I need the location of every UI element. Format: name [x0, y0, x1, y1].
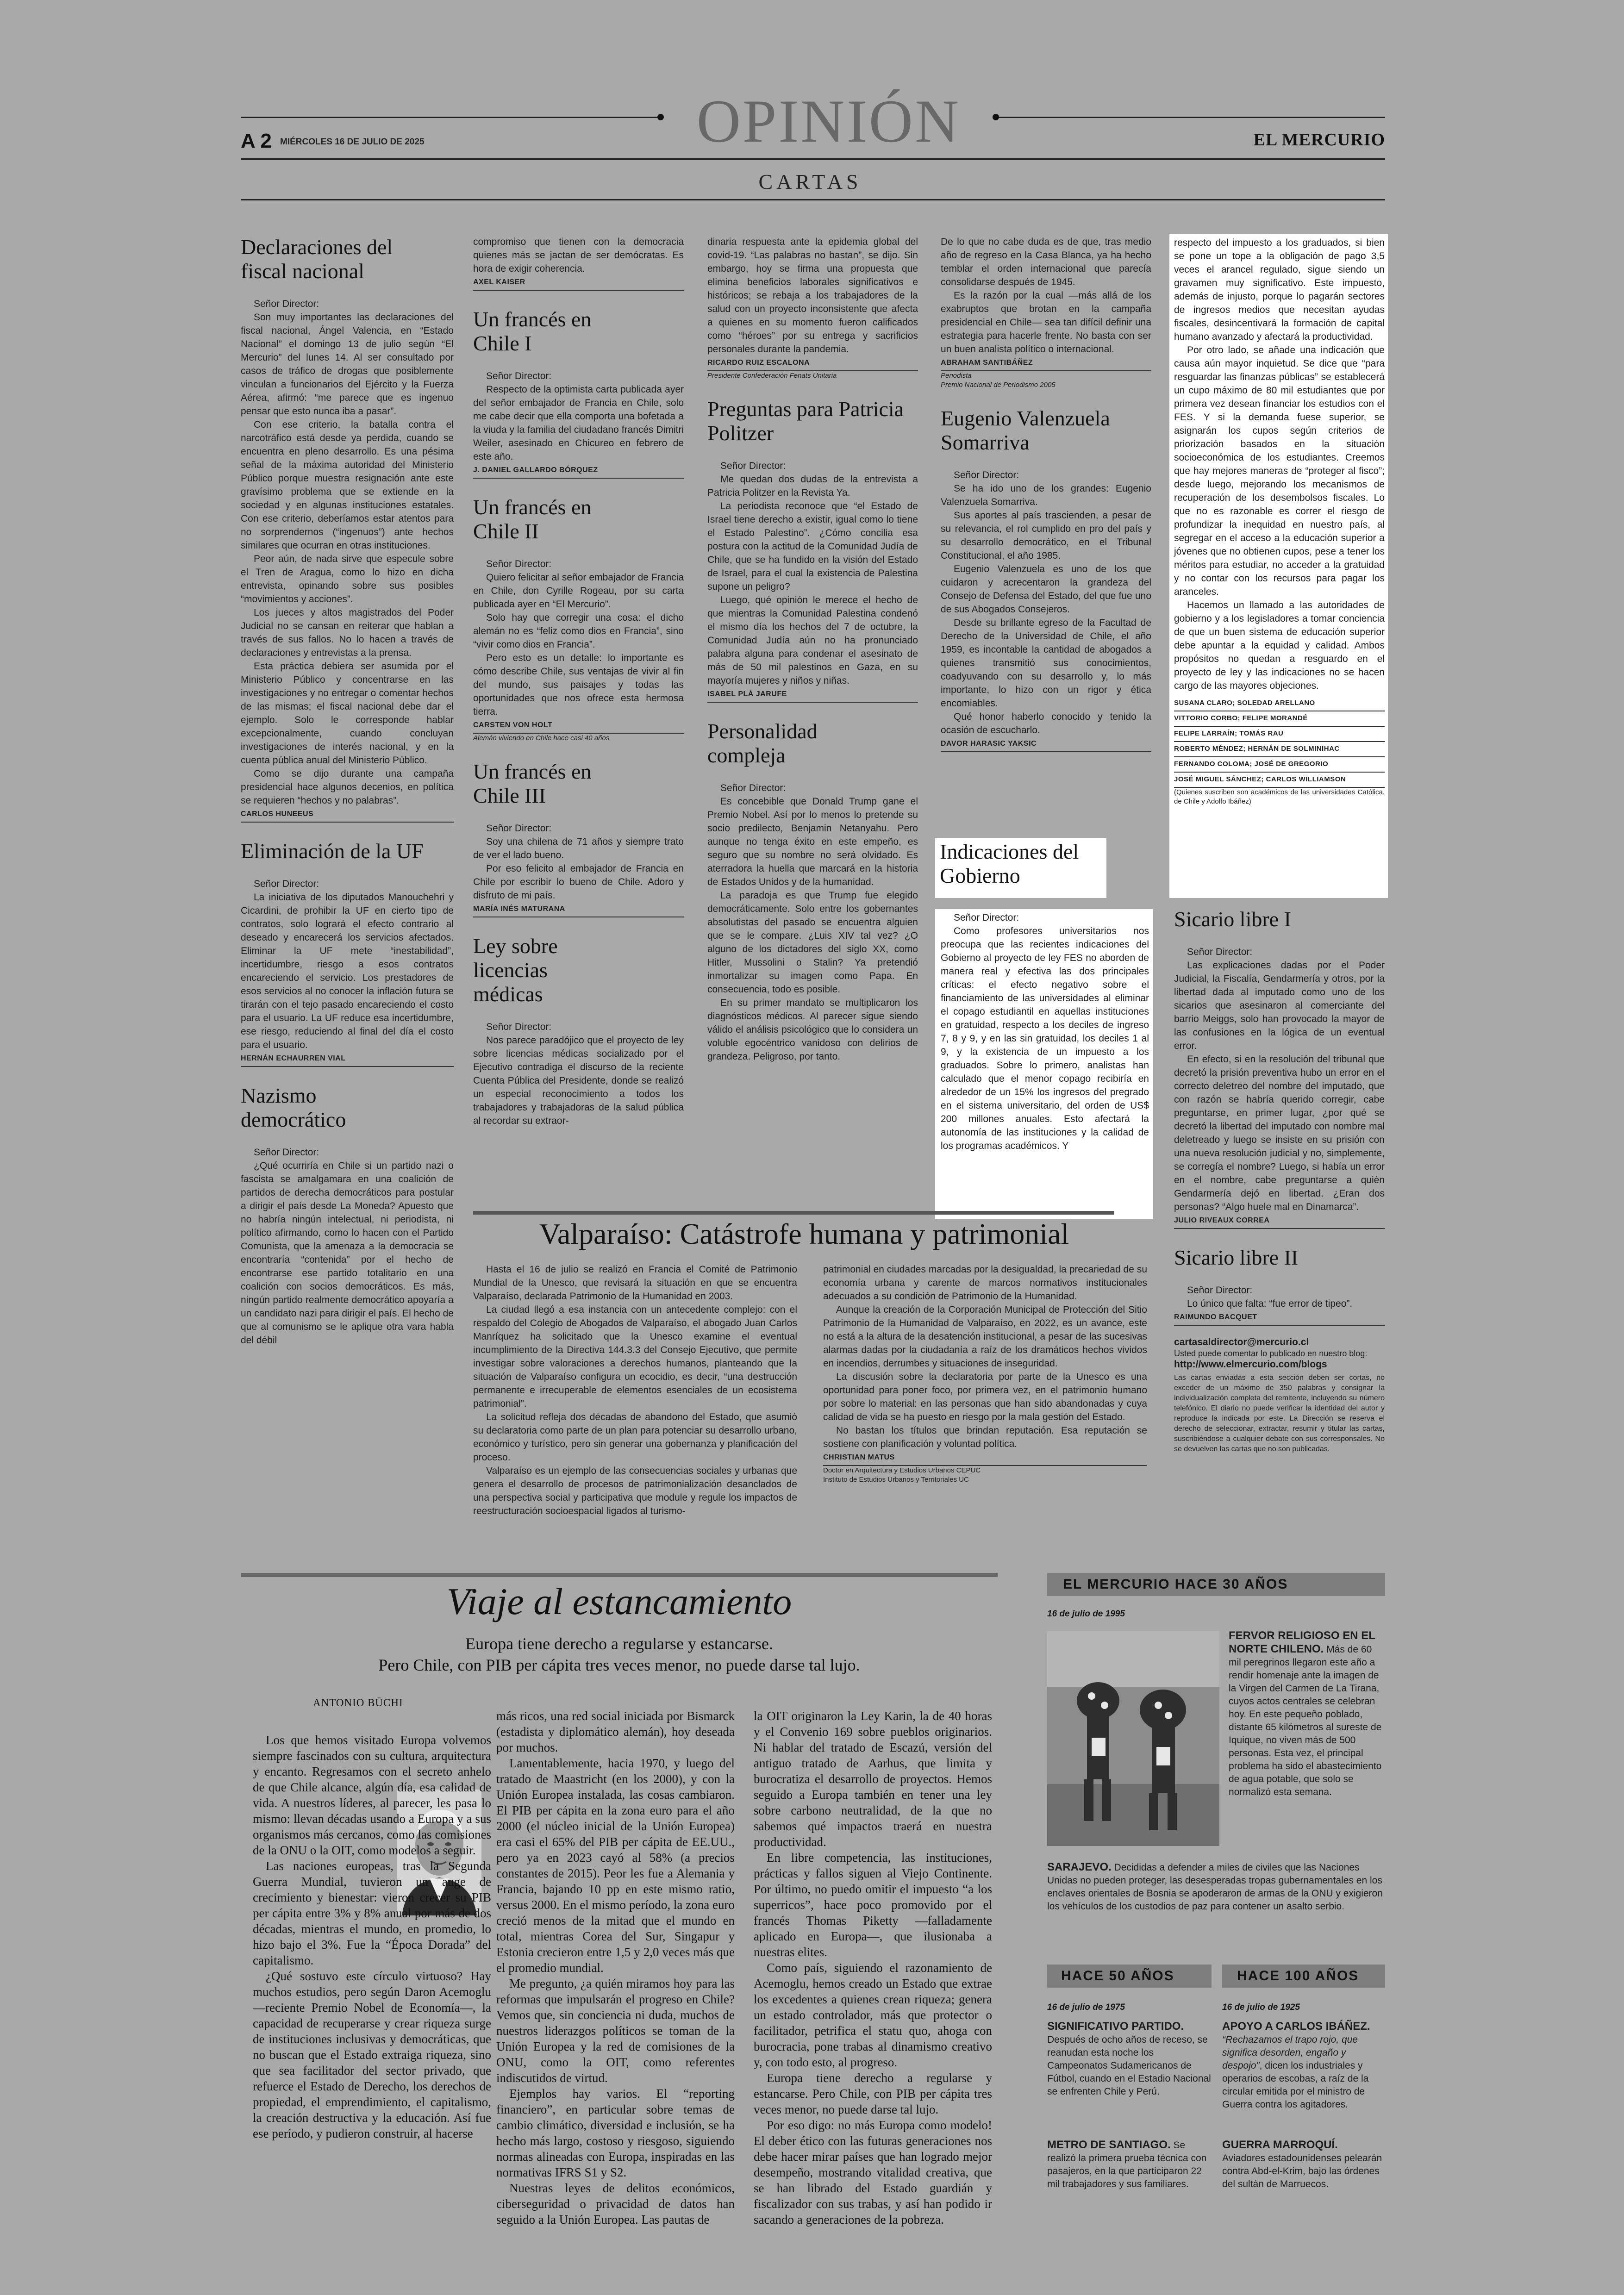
column-body-2	[496, 1708, 735, 2227]
column-2	[473, 235, 684, 1128]
column-3	[707, 235, 918, 1063]
history-item-text: Aviadores estadounidenses pelearán contra Abd-el-Krim, bajo las órdenes del sultán de Marruecos.	[1222, 2153, 1382, 2189]
letter-sicario-1	[1174, 907, 1385, 1229]
history-item-text: , dicen los industriales y operarios de escobas, a raíz de la circular emitida por el ministro de Guerra contra los agitadores.	[1222, 2060, 1369, 2110]
letter-title: Preguntas para Patricia Politzer	[707, 397, 904, 445]
history-item-title: METRO DE SANTIAGO.	[1047, 2139, 1171, 2151]
letter-paragraph: Quiero felicitar al señor embajador de Francia en Chile, don Cyrille Rogeau, por su carta publicada ayer en “El Mercurio”.	[473, 572, 684, 610]
letter-paragraph: Eugenio Valenzuela es uno de los que cuidaron y acrecentaron la grandeza del Consejo de Defensa del Estado, del que fue uno de sus Abogados Consejeros.	[941, 564, 1151, 615]
salutation: Señor Director:	[954, 912, 1019, 923]
dancers-photo-icon	[1047, 1631, 1219, 1846]
letter-paragraph: Pero esto es un detalle: lo importante es cómo describe Chile, sus ventajas de vivir al fin del mundo, sus paisajes y todas las oportunidades que nos ofrece esta hermosa tierra.	[473, 653, 684, 717]
contact-box	[1174, 1337, 1385, 1454]
article-paragraph: La solicitud refleja dos décadas de abandono del Estado, que asumió su declaratoria como parte de un plan para potenciar su desarrollo urbano, económico y turístico, pero sin generar una gobernanza y planificación del proceso.	[473, 1412, 797, 1463]
letter-title: Un francés en Chile III	[473, 760, 592, 807]
history-item-100-1	[1222, 2020, 1385, 2111]
salutation: Señor Director:	[1187, 947, 1253, 957]
bullet-dot-icon	[657, 114, 664, 120]
salutation: Señor Director:	[486, 823, 552, 834]
history-date-100: 16 de julio de 1925	[1222, 2002, 1300, 2012]
signature: DAVOR HARASIC YAKSIC	[941, 737, 1151, 752]
letter-paragraph: Qué honor haberlo conocido y tenido la ocasión de escucharlo.	[941, 711, 1151, 736]
signature: CARLOS HUNEEUS	[241, 807, 454, 823]
history-item-30-2	[1047, 1861, 1385, 1913]
letter-paragraph: En efecto, si en la resolución del tribunal que decretó la prisión preventiva hubo un error en el correcto deletreo del nombre del imputado, que con razón se habría querido corregir, cabe preguntarse, en primer lugar, ¿por qué se decretó la libertad del imputado con nombre mal deletreado y luego se insiste en su prisión con una nueva resolución judicial y no, simplemente, se corregía el nombre? Luego, si había un error en el nombre, cabe preguntarse a quién Gendarmería dejó en libertad. ¿Eran dos personas? “Algo huele mal en Dinamarca”.	[1174, 1054, 1385, 1212]
signature-note: Alemán viviendo en Chile hace casi 40 años	[473, 734, 610, 742]
valparaiso-column-1	[473, 1263, 797, 1518]
salutation: Señor Director:	[720, 783, 786, 793]
masthead-line-right	[998, 117, 1385, 118]
masthead-rule-bottom	[241, 199, 1385, 200]
letter-title: Un francés en Chile I	[473, 307, 592, 355]
letter-paragraph: Se ha ido uno de los grandes: Eugenio Valenzuela Somarriva.	[941, 483, 1151, 507]
history-item-title: FERVOR RELIGIOSO EN EL NORTE CHILENO.	[1229, 1629, 1375, 1655]
valparaiso-title: Valparaíso: Catástrofe humana y patrimonial	[539, 1217, 1069, 1250]
article-paragraph: Europa tiene derecho a regularse y estancarse. Pero Chile, con PIB per cápita tres veces menor, no puede darse tal lujo.	[754, 2071, 992, 2116]
letter-paragraph: Sus aportes al país trascienden, a pesar de su relevancia, el rol cumplido en pro del país y su desarrollo democrático, en el Tribunal Constitucional, el año 1985.	[941, 510, 1151, 561]
signature: FERNANDO COLOMA; JOSÉ DE GREGORIO	[1174, 757, 1385, 773]
signature: FELIPE LARRAÍN; TOMÁS RAU	[1174, 727, 1385, 742]
signature: ABRAHAM SANTIBÁÑEZ	[941, 356, 1151, 371]
letter-paragraph: Por eso felicito al embajador de Francia en Chile por escribir lo bueno de Chile. Adoro y disfruto de mi país.	[473, 863, 684, 901]
letter-paragraph: Como se dijo durante una campaña presidencial hace algunos decenios, en política se requieren “hechos y no palabras”.	[241, 768, 454, 806]
letter-paragraph: Es la razón por la cual —más allá de los exabruptos que brotan en la campaña presidencial en Chile— sea tan difícil definir una estrategia para hacerle frente. No basta con ser un buen analista político o internacional.	[941, 290, 1151, 355]
signature: RICARDO RUIZ ESCALONA	[707, 356, 918, 371]
signature-note: Presidente Confederación Fenats Unitaria	[707, 372, 837, 380]
letter-title: Sicario libre II	[1174, 1246, 1299, 1269]
article-paragraph: Como país, siguiendo el razonamiento de Acemoglu, hemos creado un Estado que extrae los excedentes a quienes crean riqueza; genera un estado controlador, más que protector o facilitador, petrifica el statu quo, ahoga con burocracia, pone trabas al dinamismo creativo y, con todo esto, al progreso.	[754, 1961, 992, 2069]
publication-name: EL MERCURIO	[1253, 130, 1385, 150]
salutation: Señor Director:	[720, 461, 786, 471]
letter-title: Ley sobre licencias médicas	[473, 934, 558, 1006]
blog-link[interactable]: http://www.elmercurio.com/blogs	[1174, 1359, 1327, 1370]
letter-paragraph: Hacemos un llamado a las autoridades de gobierno y a los legisladores a tomar conciencia de que un buen sistema de educación superior debe apuntar a la equidad y calidad. Ambos propósitos no quedan a resguardo en el proyecto de ley y las indicaciones no se hacen cargo de las mayores objeciones.	[1174, 600, 1385, 691]
letter-paragraph: Desde su brillante egreso de la Facultad de Derecho de la Universidad de Chile, el año 1959, es incontable la cantidad de abogados a quienes transmitió sus conocimientos, coadyuvando con su desarrollo y, lo más importante, lo hizo con un rigor y ética encomiables.	[941, 617, 1151, 709]
article-paragraph: Nuestras leyes de delitos económicos, ciberseguridad o privacidad de datos han seguido a la Unión Europea. Las pautas de	[496, 2181, 735, 2226]
signature-note: (Quienes suscriben son académicos de las universidades Católica, de Chile y Adolfo Ibáñez)	[1174, 788, 1385, 805]
letter-title: Personalidad compleja	[707, 719, 818, 767]
letters-policy: Las cartas enviadas a esta sección deben ser cortas, no exceder de un máximo de 350 palabras y consignar la individualización completa del remitente, incluyendo su número telefónico. El diario no puede verificar la identidad del autor y reproduce la indicada por este. La Dirección se reserva el derecho de seleccionar, extractar, resumir y titular las cartas, suscribiéndose a cualquier debate con sus corresponsales. No se devuelven las cartas que no son publicadas.	[1174, 1374, 1385, 1453]
letter-title: Nazismo democrático	[241, 1084, 346, 1131]
article-paragraph: Lamentablemente, hacia 1970, y luego del tratado de Maastricht (en los 2000), y con la Unión Europea instalada, las cosas cambiaron. El PIB per cápita en la zona euro para el año 2000 (el núcleo inicial de la Unión Europea) era casi el 65% del PIB per cápita de EE.UU., pero ya en 2023 cayó al 58% (a precios constantes de 2015). Peor les fue a Alemania y Francia, bajando 10 pp en este mismo ratio, versus 2000. En el mismo período, la zona euro creció menos de la mitad que el mundo en total, mientras Corea del Sur, Singapur y Estonia crecieron entre 1,5 y 2,0 veces más que el promedio mundial.	[496, 1756, 735, 1975]
history-heading-30: EL MERCURIO HACE 30 AÑOS	[1063, 1577, 1288, 1592]
letter-personalidad	[707, 719, 918, 1063]
signature-note: Periodista Premio Nacional de Periodismo 2005	[941, 372, 1056, 389]
letter-paragraph: Peor aún, de nada sirve que especule sobre el Tren de Aragua, como lo hizo en dicha entrevista, opinando sobre sus posibles “movimientos y acciones”.	[241, 554, 454, 605]
article-paragraph: Por eso digo: no más Europa como modelo! El deber ético con las futuras generaciones nos debe hacer mirar países que han logrado mejor desempeño, mostrando vitalidad creativa, que se han librado del Estado guardián y fiscalizador con sus trabas, y así han podido ir sacando a generaciones de la pobreza.	[754, 2118, 992, 2226]
salutation: Señor Director:	[254, 879, 319, 889]
history-item-50-1	[1047, 2020, 1212, 2098]
column-1	[241, 235, 454, 1347]
column-deck	[241, 1633, 998, 1676]
column-5	[1174, 236, 1385, 806]
article-paragraph: Los que hemos visitado Europa volvemos siempre fascinados con su cultura, arquitectura y encanto. Regresamos con el secreto anhelo de que Chile alcance, algún día, esa calidad de vida. A nuestros líderes, al parecer, les pasa lo mismo: llevan décadas usando a Europa y a sus organismos más cercanos, como las comisiones de la ONU o la OIT, como modelos a seguir.	[253, 1733, 491, 1857]
subsection-title: CARTAS	[758, 170, 862, 193]
signature: ROBERTO MÉNDEZ; HERNÁN DE SOLMINIHAC	[1174, 742, 1385, 757]
letter-paragraph: Solo hay que corregir una cosa: el dicho alemán no es “feliz como dios en Francia”, sino “vivir como dios en Francia”.	[473, 612, 684, 650]
letter-paragraph: Luego, qué opinión le merece el hecho de que mientras la Comunidad Palestina condenó el mismo día los hechos del 7 de octubre, la Comunidad Judía aún no ha pronunciado palabra alguna para condenar el asesinato de más de 50 mil palestinos en Gaza, en su mayoría mujeres y niños y niñas.	[707, 595, 918, 686]
article-paragraph: Aunque la creación de la Corporación Municipal de Protección del Sitio Patrimonio de la Humanidad de Valparaíso, en 2022, es un avance, este no está a la altura de la desatención institucional, a pesar de las sucesivas alarmas dadas por la ciudadanía a raíz de los dramáticos hechos vividos en incendios, derrumbes y situaciones de inseguridad.	[823, 1304, 1147, 1369]
article-paragraph: Valparaíso es un ejemplo de las consecuencias sociales y urbanas que genera el desarrollo de procesos de patrimonialización desanclados de una perspectiva social y participativa que module y regule los impactos de reestructuración socioespacial ligados al turismo-	[473, 1466, 797, 1516]
page-number: A 2	[241, 130, 272, 152]
masthead-line-left	[241, 117, 657, 118]
history-photo	[1047, 1631, 1219, 1846]
history-item-title: APOYO A CARLOS IBÁÑEZ.	[1222, 2020, 1370, 2033]
history-item-text: Más de 60 mil peregrinos llegaron este año a rendir homenaje ante la imagen de la Virgen del Carmen de La Tirana, cuyos actos centrales se celebran hoy. En este pequeño poblado, distante 65 kilómetros al sureste de Iquique, no viven más de 500 personas. Esta vez, el principal problema ha sido el abastecimiento de agua potable, que solo se normalizó esta semana.	[1229, 1644, 1382, 1797]
history-item-title: SIGNIFICATIVO PARTIDO.	[1047, 2020, 1184, 2033]
column-title: Viaje al estancamiento	[446, 1580, 792, 1622]
signature: JOSÉ MIGUEL SÁNCHEZ; CARLOS WILLIAMSON	[1174, 773, 1385, 788]
contact-email[interactable]: cartasaldirector@mercurio.cl	[1174, 1337, 1309, 1347]
column-body-3	[754, 1708, 992, 2227]
signature: HERNÁN ECHAURREN VIAL	[241, 1052, 454, 1067]
column-author: ANTONIO BÜCHI	[313, 1697, 403, 1709]
article-paragraph: Las naciones europeas, tras la Segunda Guerra Mundial, tuvieron un auge de crecimiento y bienestar: vieron crecer su PIB per cápita entre 3% y 8% anual por más de dos décadas, mientras el mundo, en promedio, lo hizo bajo el 3%. Fue la “Época Dorada” del capitalismo.	[253, 1859, 491, 1967]
history-item-text: Se realizó la primera prueba técnica con pasajeros, en la que participaron 22 mil trabajadores y sus familiares.	[1047, 2140, 1207, 2189]
letter-paragraph: Las explicaciones dadas por el Poder Judicial, la Fiscalía, Gendarmería y otros, por la libertad dada al imputado como uno de los sicarios que asesinaron al comerciante del barrio Meiggs, solo han provocado la mayor de las confusiones en la lógica de un eventual error.	[1174, 960, 1385, 1051]
signature: MARÍA INÉS MATURANA	[473, 902, 684, 917]
history-item-title: SARAJEVO.	[1047, 1861, 1112, 1873]
section-title: OPINIÓN	[696, 87, 961, 155]
blog-note: Usted puede comentar lo publicado en nuestro blog:	[1174, 1349, 1368, 1358]
history-item-100-2	[1222, 2139, 1385, 2191]
letter-paragraph: respecto del impuesto a los graduados, si bien se pone un tope a la obligación de pago 3,5 veces el arancel regulado, sigue siendo un gravamen muy significativo. Este impuesto, además de injusto, porque lo pagarán sectores de ingresos medios que necesitan ayudas fiscales, desincentivará la formación de capital humano avanzado y afectará la productividad.	[1174, 237, 1385, 342]
signature: JULIO RIVEAUX CORREA	[1174, 1214, 1385, 1229]
salutation: Señor Director:	[254, 1147, 319, 1158]
letter-paragraph: ¿Qué ocurriría en Chile si un partido nazi o fascista se amalgamara en una coalición de partidos de derecha democráticos para postular a dirigir el país desde La Moneda? Apuesto que no habría ningún intelectual, ni periodista, ni político afirmando, como lo hacen con el Partido Comunista, que la amenaza a la democracia se encontraría “contenida” por el hecho de encontrarse ese partido totalitario en una coalición con socios democráticos. Es más, ningún partido realmente democrático apoyaría a un candidato nazi para dirigir el país. El hecho de que al comunismo se le aplique otra vara habla del débil	[241, 1160, 454, 1346]
article-paragraph: más ricos, una red social iniciada por Bismarck (estadista y diplomático alemán), hoy deseada por muchos.	[496, 1709, 735, 1754]
history-item-text: Decididas a defender a miles de civiles que las Naciones Unidas no pueden proteger, las desesperadas tropas gubernamentales en los enclaves orientales de Bosnia se apoderaron de armas de la ONU y exigieron los vehículos de los custodios de paz para contener un asalto serbio.	[1047, 1862, 1383, 1912]
masthead-rule-top	[241, 158, 1385, 160]
letter-declaraciones	[241, 235, 454, 823]
history-item-30-1	[1229, 1629, 1385, 1799]
signature: RAIMUNDO BACQUET	[1174, 1310, 1385, 1326]
letter-frances-2	[473, 495, 684, 743]
salutation: Señor Director:	[954, 470, 1019, 480]
letter-frances-1	[473, 307, 684, 479]
letter-title: Un francés en Chile II	[473, 495, 592, 543]
letter-title: Eliminación de la UF	[241, 839, 424, 863]
letter-paragraph: Soy una chilena de 71 años y siempre trato de ver el lado bueno.	[473, 836, 684, 861]
letter-paragraph: Con ese criterio, la batalla contra el narcotráfico está desde ya perdida, cuando se encuentra en pleno desarrollo. Es una pésima señal de la máxima autoridad del Ministerio Público porque muestra resignación ante este gravísimo problema que se extiende en la sociedad y en algunas instituciones estatales. Con ese criterio, deberíamos estar atentos para no sorprendernos (“ingenuos”) ante hechos similares que ocurran en otras instituciones.	[241, 419, 454, 551]
letter-nazismo	[241, 1084, 454, 1347]
history-heading-50: HACE 50 AÑOS	[1061, 1968, 1174, 1983]
column-5-lower	[1174, 907, 1385, 1454]
article-paragraph: ¿Qué sostuvo este círculo virtuoso? Hay muchos estudios, pero según Daron Acemoglu —reciente Premio Nobel de Economía—, la capacidad de recuperarse y crear riqueza surge de instituciones inclusivas y democráticas, que no buscan que el Estado extraiga riqueza, sino que sea facilitador del sector privado, que refuerce el Estado de Derecho, los derechos de propiedad, el emprendimiento, el capitalismo, la creación destructiva y la educación. Así fue ese período, y pudieron construir, al hacerse	[253, 1969, 491, 2140]
article-paragraph: patrimonial en ciudades marcadas por la desigualdad, la precariedad de su economía urbana y carente de marcos normativos institucionales adecuados a su condición de Patrimonio de la Humanidad.	[823, 1264, 1147, 1302]
letter-paragraph: Como profesores universitarios nos preocupa que las recientes indicaciones del Gobierno al proyecto de ley FES no aborden de manera real y efectiva las dos principales críticas: el efecto negativo sobre el financiamiento de las universidades al eliminar el copago estudiantil en aquellas instituciones en gratuidad, respecto a los deciles de ingreso 7, 8 y 9, y en las sin gratuidad, los deciles 1 al 9, y la existencia de un impuesto a los graduados. Sobre lo primero, analistas han calculado que el menor copago recibiría en alrededor de un 15% los ingresos del pregrado en el sistema universitario, del orden de US$ 200 millones anuales. Esto afectará la autonomía de las instituciones y la calidad de los programas académicos. Y	[941, 926, 1149, 1151]
article-paragraph: Ejemplos hay varios. El “reporting financiero”, en particular sobre temas de cambio climático, diversidad e inclusión, se ha hecho más largo, costoso y riesgoso, siguiendo normas alineadas con Europa, inspiradas en las normativas IFRS S1 y S2.	[496, 2087, 735, 2179]
letter-paragraph: Esta práctica debiera ser asumida por el Ministerio Público y concentrarse en las investigaciones y no entregar o comentar hechos de las mismas; el fiscal nacional debe dar el ejemplo. Solo le corresponde hablar excepcionalmente, cuando concluyan investigaciones de interés nacional, y en la cuenta pública anual del Ministerio Público.	[241, 661, 454, 766]
signature: J. DANIEL GALLARDO BÓRQUEZ	[473, 463, 684, 479]
letter-paragraph: En su primer mandato se multiplicaron los diagnósticos médicos. Al parecer sigue siendo válido el análisis psicológico que lo considera un voluble egocéntrico vanidoso con delirios de grandeza. Peligroso, por tanto.	[707, 998, 918, 1062]
letter-paragraph: Son muy importantes las declaraciones del fiscal nacional, Ángel Valencia, en “Estado Nacional” el domingo 13 de julio según “El Mercurio” del lunes 14. Al ser consultado por casos de tráfico de drogas que posiblemente vinculan a funcionarios del Ejército y la Fuerza Aérea, afirmó: “me parece que es ingenuo pensar que esto nunca iba a pasar”.	[241, 312, 454, 417]
article-paragraph: Me pregunto, ¿a quién miramos hoy para las reformas que impulsarán el progreso en Chile? Vemos que, sin conciencia ni duda, muchos de nuestros liderazgos políticos se toman de la Unión Europea y la red de comisiones de la ONU, como la OIT, como referentes indiscutidos de virtud.	[496, 1977, 735, 2085]
letter-paragraph: Los jueces y altos magistrados del Poder Judicial no se cansan en reiterar que hablan a través de sus fallos. No lo hacen a través de declaraciones y entrevistas a la prensa.	[241, 607, 454, 658]
signature: ISABEL PLÁ JARUFE	[707, 687, 918, 703]
letter-paragraph: Lo único que falta: “fue error de tipeo”.	[1187, 1298, 1353, 1309]
salutation: Señor Director:	[486, 1022, 552, 1032]
letter-eliminacion	[241, 839, 454, 1067]
letter-paragraph: La paradoja es que Trump fue elegido democráticamente. Solo entre los gobernantes absolutistas del pasado se encuentra alguien que se le compare. ¿Luis XIV tal vez? ¿O alguno de los dictadores del siglo XX, como Hitler, Mussolini o Stalin? Ya pretendió inmortalizar su imagen como Papa. En consecuencia, todo es posible.	[707, 890, 918, 995]
article-paragraph: Hasta el 16 de julio se realizó en Francia el Comité de Patrimonio Mundial de la Unesco, que revisará la situación en que se encuentra Valparaíso, declarada Patrimonio de la Humanidad en 2003.	[473, 1264, 797, 1302]
letter-paragraph: Por otro lado, se añade una indicación que causa aún mayor inquietud. Se dice que “para resguardar las finanzas públicas” se establecerá un cupo máximo de 80 mil estudiantes que por primera vez desean financiar los estudios con el FES. Y si la demanda fuese superior, se asignarán los cupos según criterios de priorización basados en la situación socioeconómica de los estudiantes. Creemos que hay mejores maneras de “proteger al fisco”; desde luego, mejorando los mecanismos de recuperación de los desembolsos fiscales. Lo que no es razonable es correr el riesgo de profundizar la inequidad en nuestro país, al segregar en el acceso a la educación superior a jóvenes que no obtienen cupos, pese a tener los méritos para estudiar, no acceder a la gratuidad y no contar con los recursos para pagar los aranceles.	[1174, 345, 1385, 597]
letter-politzer	[707, 397, 918, 703]
signature: CHRISTIAN MATUS	[823, 1451, 1147, 1466]
letter-title-indicaciones: Indicaciones del Gobierno	[940, 840, 1079, 887]
column-body-1	[253, 1732, 491, 2141]
history-heading-100: HACE 100 AÑOS	[1237, 1968, 1359, 1983]
history-item-50-2	[1047, 2139, 1212, 2191]
history-date-30: 16 de julio de 1995	[1047, 1609, 1125, 1619]
letter-indicaciones	[941, 911, 1149, 1153]
letter-title: Eugenio Valenzuela Somarriva	[941, 406, 1110, 454]
letter-licencias	[473, 934, 684, 1128]
signature: VITTORIO CORBO; FELIPE MORANDÉ	[1174, 711, 1385, 727]
letter-paragraph: compromiso que tienen con la democracia quienes más se jactan de ser demócratas. Es hora de exigir coherencia.	[473, 237, 684, 274]
article-paragraph: la OIT originaron la Ley Karin, la de 40 horas y el Convenio 169 sobre pueblos originarios. Ni hablar del tratado de Escazú, versión del antiguo tratado de Aarhus, que limita y burocratiza el desarrollo de proyectos. Hemos seguido a Europa también en tener una ley sobre carbono neutralidad, de la que no sabemos qué impactos traerá en nuestra productividad.	[754, 1709, 992, 1849]
salutation: Señor Director:	[486, 559, 552, 569]
letter-paragraph: La periodista reconoce que “el Estado de Israel tiene derecho a existir, igual como lo tiene el Estado Palestino”. ¿Cómo concilia esa postura con la actitud de la Comunidad Judía de Chile, que se ha fundido en la visión del Estado de Israel, para el cual la existencia de Palestina supone un peligro?	[707, 501, 918, 592]
letter-paragraph: dinaria respuesta ante la epidemia global del covid-19. “Las palabras no bastan”, se dijo. Sin embargo, hoy se firma una propuesta que elimina beneficios laborales significativos e históricos; se rebaja a los trabajadores de la salud con un proyecto inconsistente que afecta a quienes en su momento fueron calificados como “héroes” por su entrega y sacrificios personales durante la pandemia.	[707, 237, 918, 355]
column-4	[941, 235, 1151, 752]
salutation: Señor Director:	[486, 371, 552, 381]
signature: CARSTEN VON HOLT	[473, 718, 684, 734]
article-paragraph: La ciudad llegó a esa instancia con un antecedente complejo: con el respaldo del Colegio de Abogados de Valparaíso, el abogado Juan Carlos Manríquez ha solicitado que la Unesco examine el eventual incumplimiento de la Directiva 144.3.3 del Consejo Ejecutivo, que permite investigar sobre valoraciones a derechos humanos, planteando que la situación de Valparaíso configura un ecocidio, es decir, “una destrucción permanente e irrecuperable de elementos esenciales de un ecosistema patrimonial”.	[473, 1304, 797, 1409]
letter-paragraph: Nos parece paradójico que el proyecto de ley sobre licencias médicas socializado por el Ejecutivo contradiga el discurso de la reciente Cuenta Pública del Presidente, donde se realizó un especial reconocimiento a todos los trabajadores y trabajadoras de la salud pública al recordar su extraor-	[473, 1035, 684, 1126]
letter-title: Declaraciones del fiscal nacional	[241, 235, 393, 283]
salutation: Señor Director:	[254, 299, 319, 309]
bullet-dot-icon	[993, 114, 999, 120]
history-item-title: GUERRA MARROQUÍ.	[1222, 2139, 1338, 2151]
letter-sicario-2	[1174, 1246, 1385, 1326]
history-item-text: Después de ocho años de receso, se reanudan esta noche los Campeonatos Sudamericanos de Fútbol, cuando en el Estadio Nacional se enfrenten Chile y Perú.	[1047, 2034, 1211, 2097]
signature: SUSANA CLARO; SOLEDAD ARELLANO	[1174, 696, 1385, 711]
letter-frances-3	[473, 760, 684, 917]
article-paragraph: En libre competencia, las instituciones, prácticas y fallos siguen al Viejo Continente. Por último, no puedo omitir el impuesto “a los superricos”, hace poco promovido por el francés Thomas Piketty —falladamente aplicado en Europa—, que ilusionaba a nuestras elites.	[754, 1851, 992, 1959]
letter-title: Sicario libre I	[1174, 907, 1291, 931]
signature-note: Doctor en Arquitectura y Estudios Urbanos CEPUC Instituto de Estudios Urbanos y Territoriales UC	[823, 1466, 981, 1484]
column-top-bar	[241, 1573, 998, 1577]
signature: AXEL KAISER	[473, 275, 684, 291]
valparaiso-top-bar	[473, 1211, 1114, 1215]
history-date-50: 16 de julio de 1975	[1047, 2002, 1125, 2012]
salutation: Señor Director:	[1187, 1285, 1253, 1296]
history-item-quote: “Rechazamos el trapo rojo, que significa desorden, engaño y despojo”	[1222, 2034, 1358, 2071]
letter-paragraph: Es concebible que Donald Trump gane el Premio Nobel. Así por lo menos lo pretende su socio predilecto, Benjamin Netanyahu. Pero aunque no tenga éxito en este empeño, es seguro que su nombre no será olvidado. Es aterradora la huella que marcará en la historia de Estados Unidos y de la humanidad.	[707, 796, 918, 887]
column-deck-line: Pero Chile, con PIB per cápita tres veces menor, no puede darse tal lujo.	[378, 1656, 860, 1674]
column-deck-line: Europa tiene derecho a regularse y estancarse.	[465, 1634, 773, 1653]
letter-paragraph: La iniciativa de los diputados Manouchehri y Cicardini, de prohibir la UF en cierto tipo de contratos, solo logrará el efecto contrario al deseado y encarecerá los servicios afectados. Eliminar la UF mete “inestabilidad”, incertidumbre, riesgo a esos contratos encareciendo el servicio. Los prestadores de esos servicios al no conocer la inflación futura se tirarán con el tejo pasado encareciendo el costo para el usuario. La UF reduce esa incertidumbre, ese riesgo, reduciendo al final del día el costo para el usuario.	[241, 892, 454, 1050]
publication-date: MIÉRCOLES 16 DE JULIO DE 2025	[280, 137, 425, 147]
article-paragraph: No bastan los títulos que brindan reputación. Esa reputación se sostiene con planificación y voluntad política.	[823, 1425, 1147, 1449]
signature-list	[1174, 696, 1385, 806]
article-paragraph: La discusión sobre la declaratoria por parte de la Unesco es una oportunidad para poner foco, por primera vez, en el patrimonio humano por sobre lo material: en las personas que han sido abandonadas y cuya calidad de vida se ha puesto en riesgo por la mala gestión del Estado.	[823, 1372, 1147, 1422]
letter-paragraph: Me quedan dos dudas de la entrevista a Patricia Politzer en la Revista Ya.	[707, 474, 918, 498]
valparaiso-column-2	[823, 1263, 1147, 1484]
letter-paragraph: Respecto de la optimista carta publicada ayer del señor embajador de Francia en Chile, solo me cabe decir que ella comporta una bofetada a la viuda y la familia del ciudadano francés Dimitri Weiler, asesinado en Chicureo en febrero de este año.	[473, 384, 684, 462]
letter-valenzuela	[941, 406, 1151, 752]
letter-paragraph: De lo que no cabe duda es de que, tras medio año de regreso en la Casa Blanca, ya ha hecho temblar el orden internacional que parecía consolidarse después de 1945.	[941, 237, 1151, 287]
